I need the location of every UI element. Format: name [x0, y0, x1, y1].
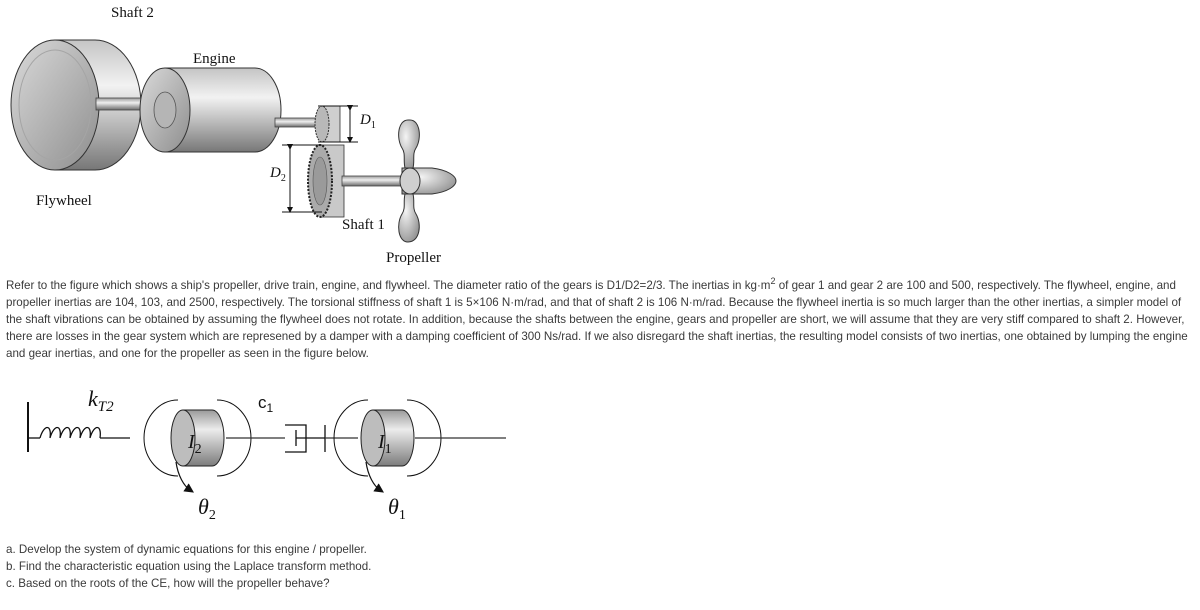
theta2-main: θ — [198, 494, 209, 519]
question-b: b. Find the characteristic equation using the Laplace transform method. — [6, 560, 372, 573]
question-a: a. Develop the system of dynamic equations for this engine / propeller. — [6, 543, 367, 556]
problem-statement — [6, 277, 1194, 362]
shaft1-label: Shaft 1 — [342, 217, 385, 233]
engine-label: Engine — [193, 51, 236, 67]
problem-sup: 2 — [770, 276, 776, 287]
theta1-label — [388, 494, 406, 523]
d2-sub: 2 — [280, 173, 286, 184]
d2-label — [270, 165, 286, 184]
two-inertia-model-figure — [0, 380, 520, 530]
damper-c1 — [285, 425, 325, 452]
d1-label — [360, 112, 376, 131]
k-t2-label — [88, 386, 114, 415]
torsional-spring — [28, 428, 130, 439]
k-main: k — [88, 386, 98, 411]
d2-main: D — [270, 165, 281, 181]
k-sub: T2 — [97, 399, 114, 415]
problem-text-2: of gear 1 and gear 2 are 100 and 500, respectively. The flywheel, engine, and propeller inertias are 104, 103, and 2500, respectively. The torsional stiffness of shaft 1 is 5×106 N·m/rad, and that of shaft 2 is 106 N·m/rad. Because the flywheel inertia is so much larger than the other inertias, a simpler model of the shaft vibrations can be obtained by assuming the flywheel does not rotate. In addition, because the shafts between the engine, gears and propeller are short, we will assume that they are very stiff compared to shaft 2. However, there are losses in the gear system which are represened by a damper with a damping coefficient of 300 Ns/rad. If we also disregard the shaft inertias, the resulting model consists of two inertias, one obtained by lumping the engine and gear inertias, and one for the propeller as seen in the figure below. — [6, 279, 1188, 360]
theta1-sub: 1 — [398, 508, 406, 523]
theta2-label — [198, 494, 216, 523]
i1-main: I — [378, 431, 385, 453]
c-sub: 1 — [266, 401, 274, 415]
d1-sub: 1 — [370, 120, 376, 131]
i2-main: I — [188, 431, 195, 453]
engine — [140, 68, 281, 152]
gear-1 — [315, 106, 340, 142]
shaft2-label: Shaft 2 — [111, 5, 154, 21]
c-main: c — [258, 393, 267, 412]
i1-sub: 1 — [384, 442, 392, 457]
propeller-label: Propeller — [386, 250, 441, 266]
problem-text-1: Refer to the figure which shows a ship's propeller, drive train, engine, and flywheel. The diameter ratio of the gears is D1/D2=2/3. The inertias in kg·m — [6, 279, 771, 292]
drive-train-figure — [0, 0, 1200, 270]
question-list — [6, 541, 371, 592]
theta1-main: θ — [388, 494, 399, 519]
question-c: c. Based on the roots of the CE, how will the propeller behave? — [6, 577, 330, 590]
c1-label — [258, 393, 274, 415]
shaft-1 — [342, 176, 407, 186]
d1-main: D — [360, 112, 371, 128]
propeller — [399, 120, 456, 242]
flywheel-label: Flywheel — [36, 193, 92, 209]
theta2-sub: 2 — [208, 508, 216, 523]
i2-sub: 2 — [194, 442, 202, 457]
gear-2 — [308, 145, 344, 217]
